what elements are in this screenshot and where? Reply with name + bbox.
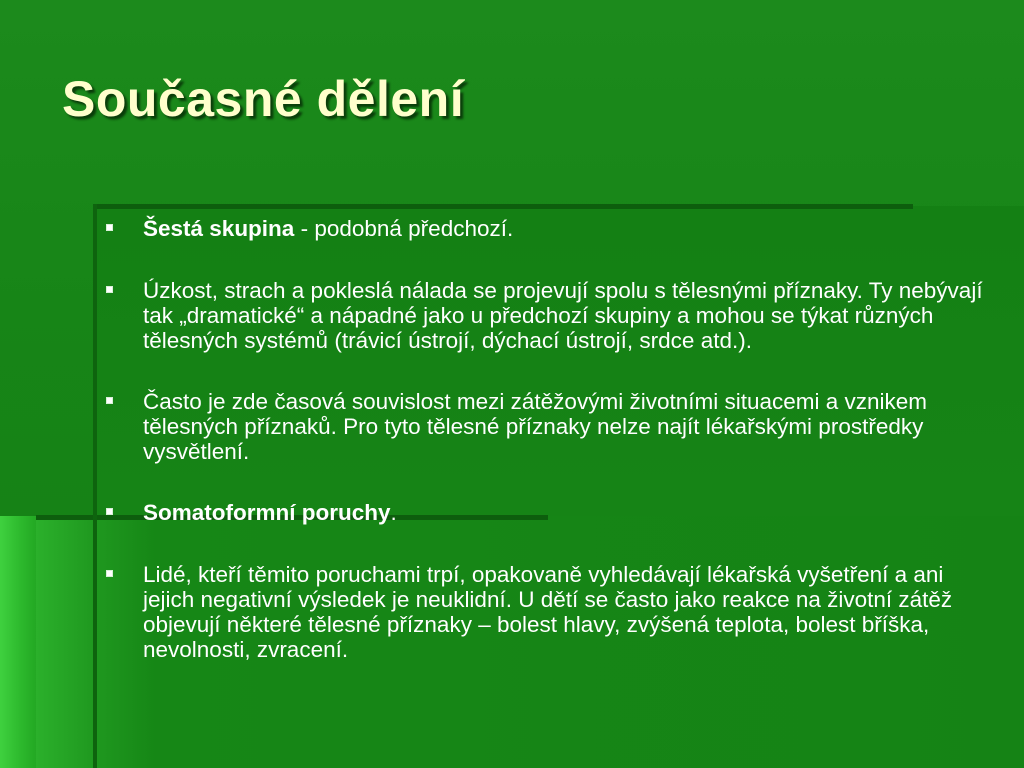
divider-line-vertical <box>93 204 97 768</box>
bullet-item <box>104 500 984 525</box>
bullet-text: Úzkost, strach a pokleslá nálada se projevují spolu s tělesnými příznaky. Ty nebývají tak „dramatické“ a nápadné jako u předchozí skupiny a mohou se týkat různých tělesných systémů (trávicí ústrojí, dýchací ústrojí, srdce atd.). <box>143 278 983 353</box>
bullet-item <box>104 278 984 353</box>
bullet-heading: Šestá skupina <box>143 216 295 241</box>
bullet-list <box>104 216 984 698</box>
square-bullet-icon <box>106 570 113 577</box>
divider-line-top <box>95 204 913 209</box>
bullet-text: Lidé, kteří těmito poruchami trpí, opakovaně vyhledávají lékařská vyšetření a ani jejich negativní výsledek je neuklidní. U dětí se často jako reakce na životní zátěž objevují některé tělesné příznaky – bolest hlavy, zvýšená teplota, bolest bříška, nevolnosti, zvracení. <box>143 562 953 662</box>
bullet-item <box>104 389 984 464</box>
bullet-item <box>104 562 984 662</box>
bullet-text: - podobná předchozí. <box>294 216 514 241</box>
bullet-item <box>104 216 984 241</box>
background-glow <box>0 516 36 768</box>
square-bullet-icon <box>106 286 113 293</box>
square-bullet-icon <box>106 224 113 231</box>
square-bullet-icon <box>106 397 113 404</box>
square-bullet-icon <box>106 508 113 515</box>
bullet-text: . <box>390 500 397 525</box>
bullet-heading: Somatoformní poruchy <box>143 500 391 525</box>
slide-title: Současné dělení <box>62 71 465 127</box>
bullet-text: Často je zde časová souvislost mezi zátěžovými životními situacemi a vznikem tělesných příznaků. Pro tyto tělesné příznaky nelze najít lékařskými prostředky vysvětlení. <box>143 389 928 464</box>
